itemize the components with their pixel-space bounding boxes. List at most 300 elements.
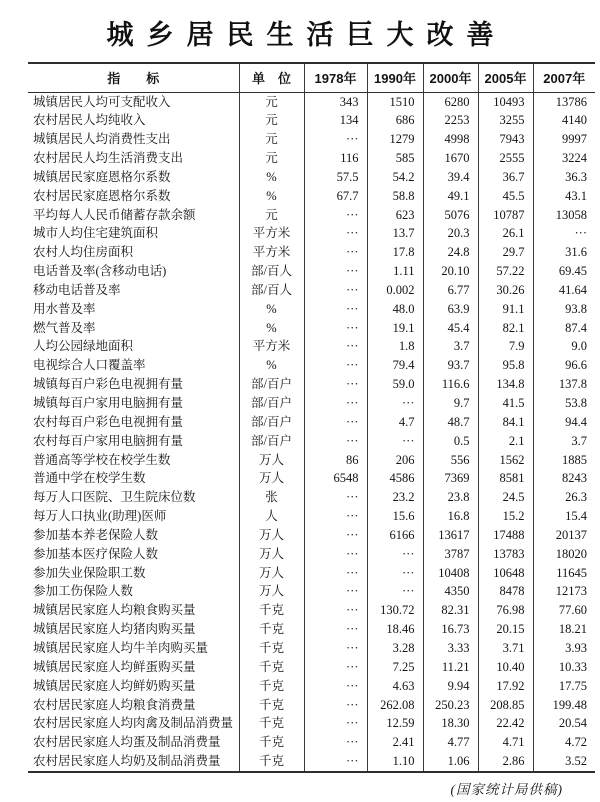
unit-cell: 元 [239, 111, 304, 130]
table-row [28, 658, 595, 677]
value-cell: 10408 [423, 564, 478, 583]
unit-cell: 人 [239, 507, 304, 526]
value-cell: 84.1 [478, 413, 533, 432]
unit-cell: 部/百户 [239, 375, 304, 394]
value-cell: 18.46 [367, 620, 423, 639]
table-row [28, 281, 595, 300]
indicator-cell: 参加工伤保险人数 [28, 582, 239, 601]
table-row [28, 319, 595, 338]
value-cell: 6280 [423, 92, 478, 111]
value-cell: ··· [304, 733, 367, 752]
unit-cell: 千克 [239, 696, 304, 715]
value-cell: 58.8 [367, 187, 423, 206]
value-cell: 4.63 [367, 677, 423, 696]
table-row [28, 130, 595, 149]
column-header: 指 标 [28, 63, 239, 92]
value-cell: 4.77 [423, 733, 478, 752]
table-row [28, 243, 595, 262]
unit-cell: % [239, 300, 304, 319]
value-cell: 9.7 [423, 394, 478, 413]
value-cell: ··· [304, 582, 367, 601]
unit-cell: 平方米 [239, 337, 304, 356]
unit-cell: 元 [239, 206, 304, 225]
value-cell: 9.94 [423, 677, 478, 696]
indicator-cell: 燃气普及率 [28, 319, 239, 338]
value-cell: 1670 [423, 149, 478, 168]
indicator-cell: 普通中学在校学生数 [28, 469, 239, 488]
column-header: 2007年 [533, 63, 595, 92]
table-row [28, 92, 595, 111]
indicator-cell: 参加失业保险职工数 [28, 564, 239, 583]
value-cell: ··· [304, 394, 367, 413]
table-row [28, 224, 595, 243]
statistics-table [28, 62, 595, 773]
value-cell: 6.77 [423, 281, 478, 300]
indicator-cell: 每万人口执业(助理)医师 [28, 507, 239, 526]
value-cell: 82.31 [423, 601, 478, 620]
value-cell: 41.64 [558, 282, 587, 297]
value-cell: 7943 [478, 130, 533, 149]
table-row [28, 432, 595, 451]
unit-cell: 部/百户 [239, 394, 304, 413]
unit-cell: % [239, 356, 304, 375]
value-cell: 1885 [562, 452, 587, 467]
value-cell: 63.9 [423, 300, 478, 319]
value-cell: 2.1 [478, 432, 533, 451]
value-cell: 10648 [478, 564, 533, 583]
value-cell: 17.8 [367, 243, 423, 262]
table-row [28, 752, 595, 772]
value-cell: 3224 [562, 151, 587, 166]
value-cell: 24.5 [478, 488, 533, 507]
table-row [28, 394, 595, 413]
value-cell: 130.72 [367, 601, 423, 620]
value-cell: 1.06 [423, 752, 478, 772]
value-cell: 1.10 [367, 752, 423, 772]
column-header: 2000年 [423, 63, 478, 92]
unit-cell: 元 [239, 92, 304, 111]
table-row [28, 696, 595, 715]
value-cell: 48.7 [423, 413, 478, 432]
value-cell: 26.3 [565, 490, 587, 505]
value-cell: 262.08 [367, 696, 423, 715]
value-cell: 8243 [562, 471, 587, 486]
indicator-cell: 普通高等学校在校学生数 [28, 451, 239, 470]
value-cell: 0.5 [423, 432, 478, 451]
value-cell: ··· [304, 224, 367, 243]
value-cell: 20.15 [478, 620, 533, 639]
unit-cell: 元 [239, 149, 304, 168]
header-row [28, 63, 595, 92]
value-cell: 2253 [423, 111, 478, 130]
unit-cell: 千克 [239, 620, 304, 639]
unit-cell: 万人 [239, 582, 304, 601]
value-cell: 1562 [478, 451, 533, 470]
value-cell: ··· [367, 432, 423, 451]
value-cell: ··· [304, 545, 367, 564]
value-cell: 2.41 [367, 733, 423, 752]
value-cell: 3.71 [478, 639, 533, 658]
unit-cell: 部/百户 [239, 432, 304, 451]
indicator-cell: 农村居民家庭恩格尔系数 [28, 187, 239, 206]
unit-cell: 张 [239, 488, 304, 507]
value-cell: ··· [367, 394, 423, 413]
unit-cell: 万人 [239, 526, 304, 545]
value-cell: 30.26 [478, 281, 533, 300]
value-cell: 116 [304, 149, 367, 168]
indicator-cell: 农村居民家庭人均粮食消费量 [28, 696, 239, 715]
value-cell: 13783 [478, 545, 533, 564]
value-cell: 93.8 [565, 301, 587, 316]
value-cell: 20.54 [558, 716, 587, 731]
indicator-cell: 参加基本医疗保险人数 [28, 545, 239, 564]
table-row [28, 639, 595, 658]
value-cell: 3.7 [423, 337, 478, 356]
table-row [28, 545, 595, 564]
value-cell: 69.45 [558, 264, 587, 279]
table-row [28, 111, 595, 130]
footer-credit: (国家统计局供稿) [450, 781, 563, 797]
value-cell: 43.1 [565, 188, 587, 203]
indicator-cell: 农村每百户彩色电视拥有量 [28, 413, 239, 432]
value-cell: 4586 [367, 469, 423, 488]
value-cell: 15.2 [478, 507, 533, 526]
table-row [28, 187, 595, 206]
value-cell: 6166 [367, 526, 423, 545]
table-body [28, 92, 595, 772]
table-row [28, 601, 595, 620]
value-cell: 343 [304, 92, 367, 111]
value-cell: 8478 [478, 582, 533, 601]
value-cell: 6548 [304, 469, 367, 488]
value-cell: 94.4 [565, 414, 587, 429]
value-cell: 82.1 [478, 319, 533, 338]
value-cell: 10.40 [478, 658, 533, 677]
value-cell: ··· [304, 337, 367, 356]
value-cell: 57.5 [304, 168, 367, 187]
unit-cell: 千克 [239, 714, 304, 733]
value-cell: 20.10 [423, 262, 478, 281]
value-cell: 585 [367, 149, 423, 168]
table-row [28, 620, 595, 639]
value-cell: 29.7 [478, 243, 533, 262]
value-cell: 95.8 [478, 356, 533, 375]
value-cell: 556 [423, 451, 478, 470]
table-row [28, 300, 595, 319]
value-cell: 67.7 [304, 187, 367, 206]
value-cell: 86 [304, 451, 367, 470]
indicator-cell: 城镇每百户彩色电视拥有量 [28, 375, 239, 394]
value-cell: 57.22 [478, 262, 533, 281]
value-cell: 0.002 [367, 281, 423, 300]
indicator-cell: 电视综合人口覆盖率 [28, 356, 239, 375]
value-cell: 4998 [423, 130, 478, 149]
unit-cell: 千克 [239, 658, 304, 677]
value-cell: ··· [304, 526, 367, 545]
table-row [28, 262, 595, 281]
value-cell: 4.7 [367, 413, 423, 432]
unit-cell: 千克 [239, 752, 304, 772]
indicator-cell: 农村居民家庭人均肉禽及制品消费量 [28, 714, 239, 733]
value-cell: 4140 [562, 113, 587, 128]
value-cell: 1.11 [367, 262, 423, 281]
value-cell: ··· [304, 601, 367, 620]
indicator-cell: 城镇居民家庭人均牛羊肉购买量 [28, 639, 239, 658]
value-cell: 4.72 [565, 735, 587, 750]
column-header: 1978年 [304, 63, 367, 92]
indicator-cell: 农村居民家庭人均蛋及制品消费量 [28, 733, 239, 752]
value-cell: ··· [304, 432, 367, 451]
value-cell: 208.85 [478, 696, 533, 715]
value-cell: 3255 [478, 111, 533, 130]
value-cell: 1.8 [367, 337, 423, 356]
value-cell: ··· [304, 130, 367, 149]
value-cell: 13617 [423, 526, 478, 545]
value-cell: ··· [304, 639, 367, 658]
unit-cell: 千克 [239, 639, 304, 658]
value-cell: ··· [367, 545, 423, 564]
value-cell: 87.4 [565, 320, 587, 335]
value-cell: ··· [304, 696, 367, 715]
value-cell: 9997 [562, 132, 587, 147]
unit-cell: 万人 [239, 451, 304, 470]
table-row [28, 488, 595, 507]
value-cell: 16.73 [423, 620, 478, 639]
value-cell: 22.42 [478, 714, 533, 733]
value-cell: 18020 [555, 546, 587, 561]
value-cell: 77.60 [558, 603, 587, 618]
table-row [28, 337, 595, 356]
value-cell: 18.30 [423, 714, 478, 733]
unit-cell: % [239, 319, 304, 338]
unit-cell: 部/百人 [239, 262, 304, 281]
value-cell: 3.93 [565, 640, 587, 655]
value-cell: 4.71 [478, 733, 533, 752]
value-cell: 2555 [478, 149, 533, 168]
unit-cell: 平方米 [239, 243, 304, 262]
value-cell: 10.33 [558, 659, 587, 674]
value-cell: ··· [304, 413, 367, 432]
value-cell: ··· [304, 714, 367, 733]
indicator-cell: 电话普及率(含移动电话) [28, 262, 239, 281]
value-cell: ··· [367, 582, 423, 601]
table-row [28, 526, 595, 545]
value-cell: 8581 [478, 469, 533, 488]
value-cell: 1510 [367, 92, 423, 111]
value-cell: 116.6 [423, 375, 478, 394]
indicator-cell: 城镇居民人均消费性支出 [28, 130, 239, 149]
value-cell: 20.3 [423, 224, 478, 243]
value-cell: ··· [574, 226, 587, 241]
value-cell: 16.8 [423, 507, 478, 526]
unit-cell: 万人 [239, 564, 304, 583]
value-cell: 4350 [423, 582, 478, 601]
value-cell: 13.7 [367, 224, 423, 243]
value-cell: 17.75 [558, 678, 587, 693]
value-cell: 20137 [555, 527, 587, 542]
value-cell: ··· [304, 752, 367, 772]
value-cell: 3787 [423, 545, 478, 564]
value-cell: ··· [304, 564, 367, 583]
value-cell: 7.9 [478, 337, 533, 356]
value-cell: ··· [304, 677, 367, 696]
value-cell: 9.0 [571, 339, 587, 354]
value-cell: 10787 [478, 206, 533, 225]
unit-cell: 平方米 [239, 224, 304, 243]
table-row [28, 469, 595, 488]
value-cell: 199.48 [552, 697, 587, 712]
table-row [28, 733, 595, 752]
value-cell: 45.5 [478, 187, 533, 206]
unit-cell: 万人 [239, 469, 304, 488]
table-row [28, 677, 595, 696]
table-row [28, 356, 595, 375]
value-cell: 137.8 [558, 377, 587, 392]
unit-cell: 千克 [239, 601, 304, 620]
value-cell: 623 [367, 206, 423, 225]
value-cell: ··· [304, 658, 367, 677]
value-cell: 54.2 [367, 168, 423, 187]
value-cell: 17488 [478, 526, 533, 545]
value-cell: 17.92 [478, 677, 533, 696]
value-cell: ··· [304, 243, 367, 262]
value-cell: 7.25 [367, 658, 423, 677]
indicator-cell: 用水普及率 [28, 300, 239, 319]
value-cell: ··· [304, 319, 367, 338]
value-cell: ··· [304, 620, 367, 639]
page-title: 城乡居民生活巨大改善 [106, 20, 507, 50]
indicator-cell: 农村居民人均生活消费支出 [28, 149, 239, 168]
indicator-cell: 农村居民家庭人均奶及制品消费量 [28, 752, 239, 772]
value-cell: 11.21 [423, 658, 478, 677]
value-cell: ··· [367, 564, 423, 583]
value-cell: 48.0 [367, 300, 423, 319]
value-cell: 24.8 [423, 243, 478, 262]
table-row [28, 206, 595, 225]
table-row [28, 168, 595, 187]
indicator-cell: 农村居民人均纯收入 [28, 111, 239, 130]
value-cell: ··· [304, 488, 367, 507]
indicator-cell: 城镇居民家庭人均猪肉购买量 [28, 620, 239, 639]
unit-cell: % [239, 187, 304, 206]
table-row [28, 375, 595, 394]
value-cell: 23.8 [423, 488, 478, 507]
value-cell: 41.5 [478, 394, 533, 413]
column-header: 单 位 [239, 63, 304, 92]
value-cell: 45.4 [423, 319, 478, 338]
value-cell: 93.7 [423, 356, 478, 375]
indicator-cell: 人均公园绿地面积 [28, 337, 239, 356]
value-cell: 5076 [423, 206, 478, 225]
value-cell: 59.0 [367, 375, 423, 394]
value-cell: 3.52 [565, 754, 587, 769]
table-row [28, 582, 595, 601]
newspaper-page [0, 13, 600, 802]
value-cell: 2.86 [478, 752, 533, 772]
indicator-cell: 城市人均住宅建筑面积 [28, 224, 239, 243]
value-cell: 13786 [555, 94, 587, 109]
column-header: 2005年 [478, 63, 533, 92]
value-cell: 96.6 [565, 358, 587, 373]
unit-cell: 千克 [239, 733, 304, 752]
value-cell: 134.8 [478, 375, 533, 394]
indicator-cell: 城镇居民家庭人均鲜奶购买量 [28, 677, 239, 696]
value-cell: 36.7 [478, 168, 533, 187]
value-cell: 250.23 [423, 696, 478, 715]
value-cell: ··· [304, 356, 367, 375]
unit-cell: 部/百户 [239, 413, 304, 432]
value-cell: ··· [304, 507, 367, 526]
indicator-cell: 城镇居民家庭人均鲜蛋购买量 [28, 658, 239, 677]
indicator-cell: 城镇居民人均可支配收入 [28, 92, 239, 111]
column-header: 1990年 [367, 63, 423, 92]
value-cell: 206 [367, 451, 423, 470]
value-cell: 53.8 [565, 396, 587, 410]
unit-cell: 元 [239, 130, 304, 149]
value-cell: 3.7 [571, 433, 587, 448]
value-cell: 15.6 [367, 507, 423, 526]
unit-cell: % [239, 168, 304, 187]
table-row [28, 413, 595, 432]
indicator-cell: 城镇居民家庭人均粮食购买量 [28, 601, 239, 620]
table-row [28, 507, 595, 526]
table-row [28, 564, 595, 583]
indicator-cell: 农村人均住房面积 [28, 243, 239, 262]
value-cell: 39.4 [423, 168, 478, 187]
value-cell: ··· [304, 375, 367, 394]
unit-cell: 千克 [239, 677, 304, 696]
table-header [28, 63, 595, 92]
value-cell: 15.4 [565, 509, 587, 524]
value-cell: 686 [367, 111, 423, 130]
indicator-cell: 参加基本养老保险人数 [28, 526, 239, 545]
value-cell: 19.1 [367, 319, 423, 338]
value-cell: ··· [304, 206, 367, 225]
value-cell: 18.21 [558, 622, 587, 637]
value-cell: ··· [304, 300, 367, 319]
value-cell: 49.1 [423, 187, 478, 206]
value-cell: 7369 [423, 469, 478, 488]
table-row [28, 714, 595, 733]
unit-cell: 部/百人 [239, 281, 304, 300]
value-cell: 11645 [556, 565, 587, 580]
value-cell: 23.2 [367, 488, 423, 507]
table-row [28, 451, 595, 470]
value-cell: ··· [304, 281, 367, 300]
unit-cell: 万人 [239, 545, 304, 564]
value-cell: 1279 [367, 130, 423, 149]
indicator-cell: 城镇居民家庭恩格尔系数 [28, 168, 239, 187]
value-cell: 31.6 [565, 245, 587, 260]
indicator-cell: 城镇每百户家用电脑拥有量 [28, 394, 239, 413]
indicator-cell: 移动电话普及率 [28, 281, 239, 300]
value-cell: 13058 [555, 207, 587, 222]
value-cell: 3.28 [367, 639, 423, 658]
value-cell: 12173 [555, 584, 587, 599]
value-cell: ··· [304, 262, 367, 281]
value-cell: 26.1 [478, 224, 533, 243]
value-cell: 36.3 [565, 169, 587, 184]
value-cell: 76.98 [478, 601, 533, 620]
value-cell: 3.33 [423, 639, 478, 658]
value-cell: 134 [304, 111, 367, 130]
indicator-cell: 每万人口医院、卫生院床位数 [28, 488, 239, 507]
value-cell: 79.4 [367, 356, 423, 375]
value-cell: 91.1 [478, 300, 533, 319]
table-row [28, 149, 595, 168]
indicator-cell: 农村每百户家用电脑拥有量 [28, 432, 239, 451]
value-cell: 12.59 [367, 714, 423, 733]
